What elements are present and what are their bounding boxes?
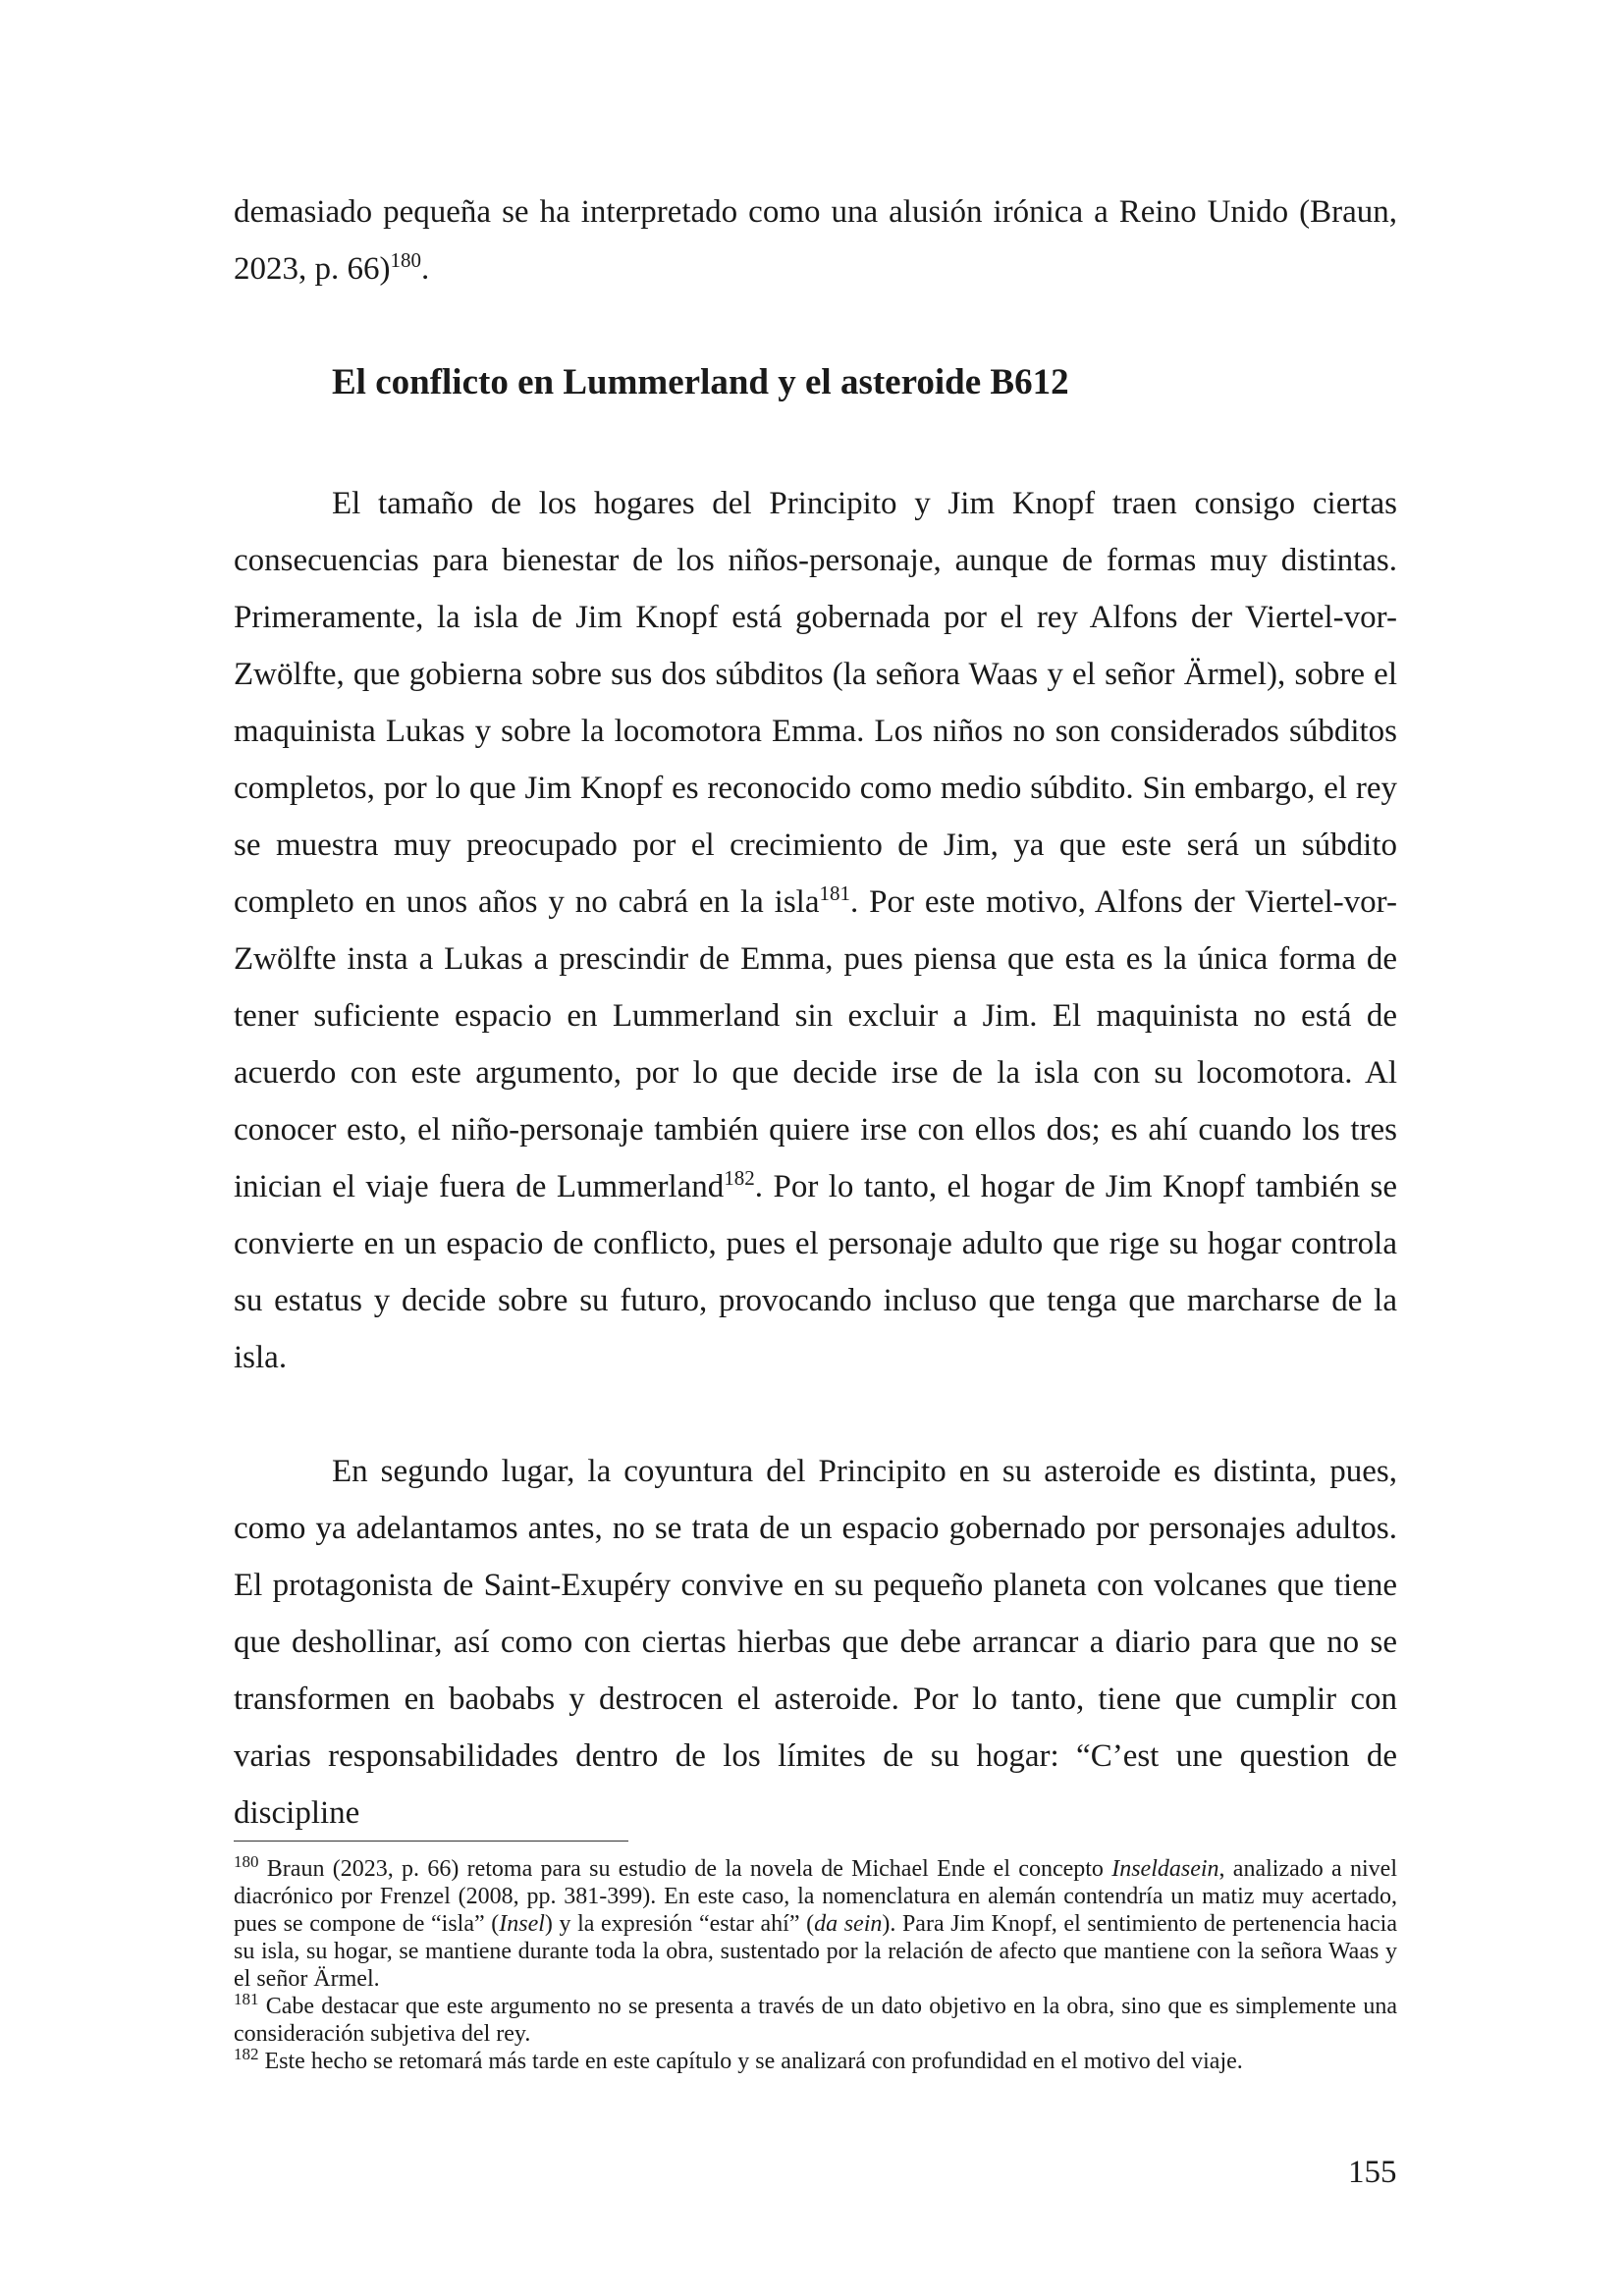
paragraph-text: . Por este motivo, Alfons der Viertel-vor-Zwölfte insta a Lukas a prescindir de Emma, pues piensa que esta es la única forma de tener suficiente espacio en Lummerland sin excluir a Jim. El maquinista no está de acuerdo con este argumento, por lo que decide irse de la isla con su locomotora. Al conocer esto, el niño-personaje también quiere irse con ellos dos; es ahí cuando los tres inician el viaje fuera de Lummerland — [234, 884, 1398, 1204]
footnote-ref-182[interactable]: 182 — [724, 1166, 755, 1190]
paragraph-text: El tamaño de los hogares del Principito y Jim Knopf traen consigo ciertas consecuencias para bienestar de los niños-personaje, aunque de formas muy distintas. Primeramente, la isla de Jim Knopf está gobernada por el rey Alfons der Viertel-vor-Zwölfte, que gobierna sobre sus dos súbditos (la señora Waas y el señor Ärmel), sobre el maquinista Lukas y sobre la locomotora Emma. Los niños no son considerados súbditos completos, por lo que Jim Knopf es reconocido como medio súbdito. Sin embargo, el rey se muestra muy preocupado por el crecimiento de Jim, ya que este será un súbdito completo en unos años y no cabrá en la isla — [234, 486, 1397, 920]
footnote-180 — [234, 1852, 1397, 1993]
footnote-ref-180[interactable]: 180 — [390, 248, 421, 272]
footnote-number: 182 — [234, 2045, 259, 2063]
footnote-text: Cabe destacar que este argumento no se presenta a través de un dato objetivo en la obra, sino que es simplemente una consideración subjetiva del rey. — [234, 1994, 1397, 2047]
paragraph-text: demasiado pequeña se ha interpretado como una alusión irónica a Reino Unido (Braun, 2023, p. 66) — [234, 194, 1397, 287]
paragraph-text: . Por lo tanto, el hogar de Jim Knopf también se convierte en un espacio de conflicto, pues el personaje adulto que rige su hogar controla su estatus y decide sobre su futuro, provocando incluso que tenga que marcharse de la isla. — [234, 1169, 1397, 1375]
page-number: 155 — [1348, 2155, 1397, 2190]
footnote-text: Este hecho se retomará más tarde en este capítulo y se analizará con profundidad en el motivo del viaje. — [258, 2049, 1243, 2074]
footnote-number: 180 — [234, 1852, 259, 1871]
paragraph-tail: . — [421, 251, 430, 287]
footnote-181 — [234, 1990, 1397, 2048]
footnote-text: , analizado a nivel diacrónico por Frenzel (2008, pp. 381-399). En este caso, la nomenclatura en alemán contendría un matiz muy acertado, pues se compone de “isla” ( — [234, 1856, 1397, 1937]
footnote-italic: Inseldasein — [1111, 1856, 1219, 1882]
section-heading: El conflicto en Lummerland y el asteroide B612 — [332, 362, 1069, 402]
paragraph-2: En segundo lugar, la coyuntura del Principito en su asteroide es distinta, pues, como ya adelantamos antes, no se trata de un espacio gobernado por personajes adultos. El protagonista de Saint-Exupéry convive en su pequeño planeta con volcanes que tiene que deshollinar, así como con ciertas hierbas que debe arrancar a diario para que no se transformen en baobabs y destrocen el asteroide. Por lo tanto, tiene que cumplir con varias responsabilidades dentro de los límites de su hogar: “C’est une question de discipline — [234, 1454, 1397, 1831]
footnote-italic: Insel — [499, 1911, 545, 1937]
footnote-number: 181 — [234, 1990, 259, 2008]
footnote-182 — [234, 2045, 1397, 2075]
footnotes — [234, 1852, 1397, 2075]
footnote-italic: da sein — [814, 1911, 883, 1937]
footnote-separator — [234, 1841, 628, 1842]
footnote-text: ). Para Jim Knopf, el sentimiento de pertenencia hacia su isla, su hogar, se mantiene durante toda la obra, sustentado por la relación de afecto que mantiene con la señora Waas y el señor Ärmel. — [234, 1911, 1397, 1992]
footnote-ref-181[interactable]: 181 — [819, 881, 851, 905]
continued-paragraph — [234, 184, 1397, 297]
footnote-text: Braun (2023, p. 66) retoma para su estudio de la novela de Michael Ende el concepto — [258, 1856, 1112, 1882]
paragraph-1 — [234, 475, 1397, 1386]
footnote-text: ) y la expresión “estar ahí” ( — [544, 1911, 815, 1937]
